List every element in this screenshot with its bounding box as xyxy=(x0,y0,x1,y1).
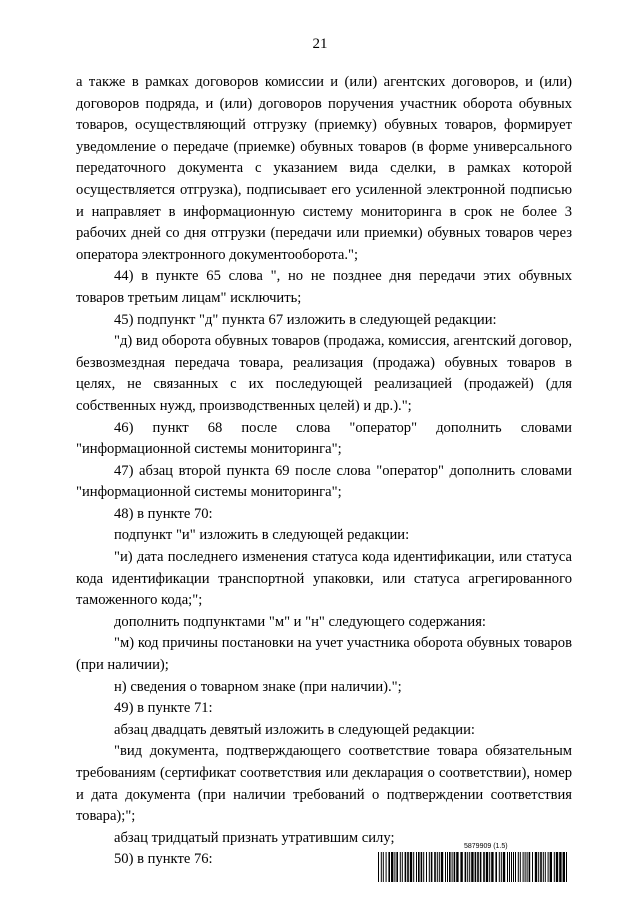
paragraph: абзац двадцать девятый изложить в следующей редакции: xyxy=(114,721,475,738)
paragraph: "д) вид оборота обувных товаров (продажа, комиссия, агентский договор, безвозмездная передача товара, реализация (продажа) обувных товаров в целях, не связанных с их последующей реализацией (продажей) (для собственных нужд, производственных целей) и др.)."; xyxy=(76,333,572,414)
paragraph: "и) дата последнего изменения статуса кода идентификации, или статуса кода идентификации транспортной упаковки, или статуса агрегированного таможенного кода;"; xyxy=(76,549,572,609)
paragraph: абзац тридцатый признать утратившим силу; xyxy=(114,829,395,846)
page-number: 21 xyxy=(312,36,328,52)
paragraph: 50) в пункте 76: xyxy=(114,851,213,868)
paragraph: 44) в пункте 65 слова ", но не позднее дня передачи этих обувных товаров третьим лицам" исключить; xyxy=(76,268,572,306)
paragraph: н) сведения о товарном знаке (при наличии)."; xyxy=(114,678,402,695)
paragraph: 49) в пункте 71: xyxy=(114,700,213,717)
paragraph: 48) в пункте 70: xyxy=(114,505,213,522)
paragraph: "вид документа, подтверждающего соответствие товара обязательным требованиям (сертификат соответствия или декларация о соответствии), номер и дата документа (при наличии требований о подтверждении соответствия товара);"; xyxy=(76,743,572,825)
barcode-image xyxy=(378,852,568,882)
document-body xyxy=(76,72,572,871)
paragraph: дополнить подпунктами "м" и "н" следующего содержания: xyxy=(114,613,486,630)
document-id: 5879909 (1.5) xyxy=(464,843,508,850)
paragraph: подпункт "и" изложить в следующей редакции: xyxy=(114,527,410,544)
paragraph: "м) код причины постановки на учет участника оборота обувных товаров (при наличии); xyxy=(76,635,572,674)
paragraph: 47) абзац второй пункта 69 после слова "оператор" дополнить словами "информационной системы мониторинга"; xyxy=(76,462,572,501)
paragraph: а также в рамках договоров комиссии и (или) агентских договоров, и (или) договоров подряда, и (или) договоров поручения участник оборота обувных товаров, осуществляющий отгрузку (приемку) обувных товаров, формирует уведомление о передаче (приемке) обувных товаров (в форме универсального передаточного документа с указанием вида сделки, в рамках которой осуществляется отгрузка), подписывает его усиленной электронной подписью и направляет в информационную систему мониторинга в срок не более 3 рабочих дней со дня отгрузки (передачи или приемки) обувных товаров через оператора электронного документооборота."; xyxy=(76,74,572,263)
paragraph: 45) подпункт "д" пункта 67 изложить в следующей редакции: xyxy=(114,311,497,328)
paragraph: 46) пункт 68 после слова "оператор" дополнить словами "информационной системы мониторинга"; xyxy=(76,419,572,458)
